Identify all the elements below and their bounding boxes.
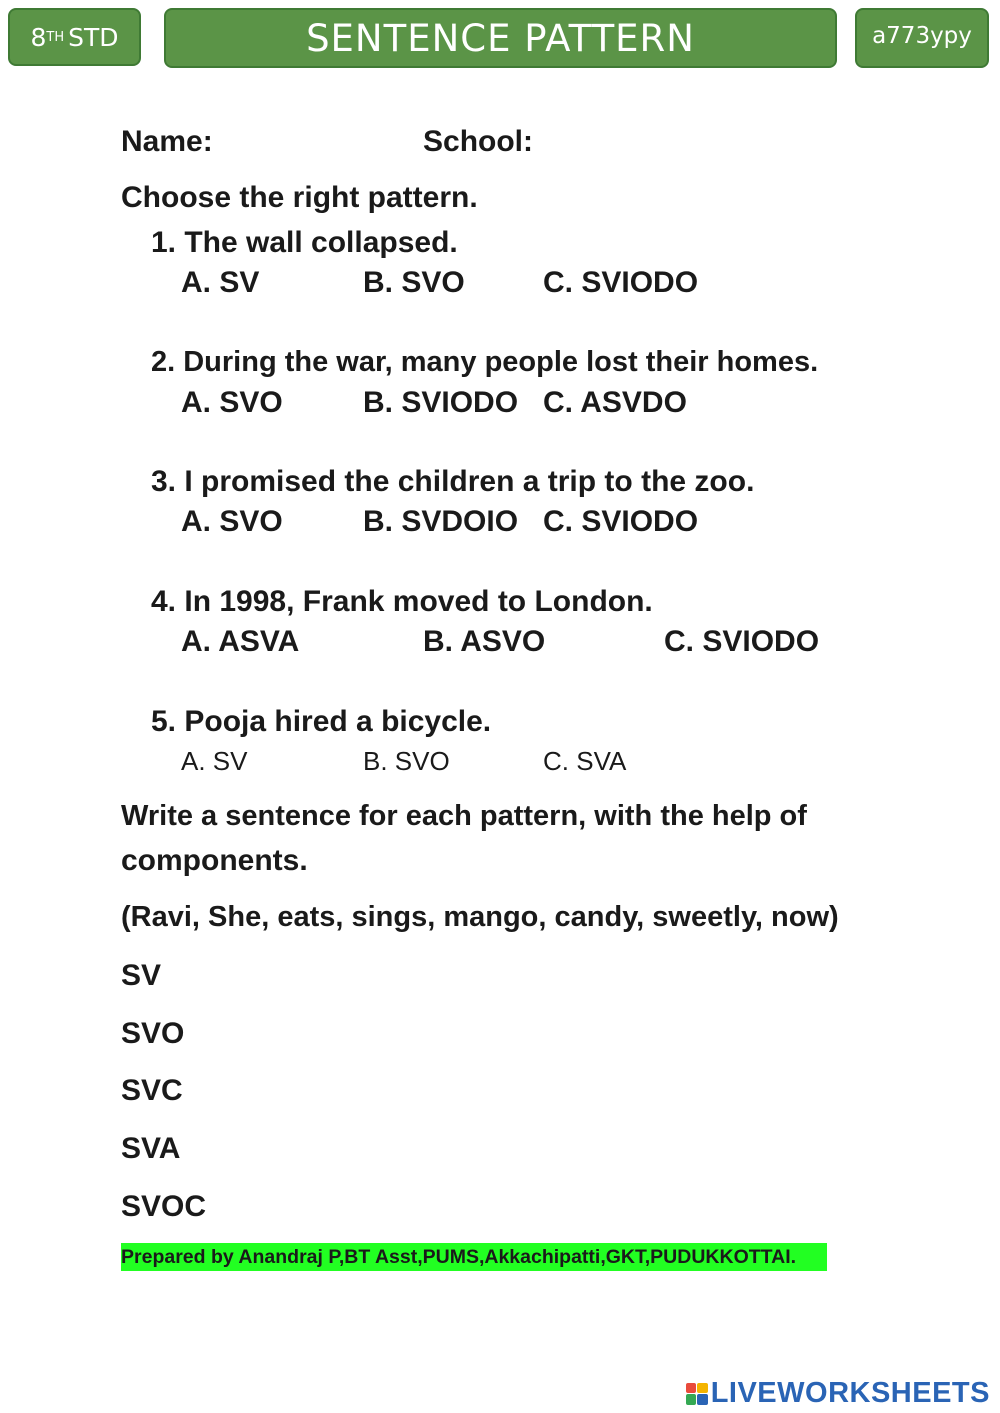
grade-label: STD [68, 22, 119, 52]
pattern-svoc: SVOC [121, 1190, 207, 1223]
logo-square-4 [697, 1394, 708, 1405]
q2-option-c[interactable]: C. ASVDO [543, 386, 687, 419]
logo-square-1 [686, 1383, 697, 1394]
pattern-svc: SVC [121, 1074, 183, 1107]
worksheet-code: a773ypy [855, 8, 989, 68]
q2-option-a[interactable]: A. SVO [181, 386, 283, 419]
q1-option-b[interactable]: B. SVO [363, 266, 465, 299]
credit-note: Prepared by Anandraj P,BT Asst,PUMS,Akkachipatti,GKT,PUDUKKOTTAI. [121, 1243, 827, 1271]
q4-option-c[interactable]: C. SVIODO [664, 625, 820, 658]
question-5: 5. Pooja hired a bicycle. [151, 705, 492, 738]
question-3: 3. I promised the children a trip to the zoo. [151, 465, 755, 498]
q3-option-a[interactable]: A. SVO [181, 505, 283, 538]
grade-suffix: TH [46, 29, 65, 45]
logo-square-2 [697, 1383, 708, 1394]
liveworksheets-brand[interactable] [686, 1377, 990, 1410]
grade-badge [8, 8, 141, 66]
q2-option-b[interactable]: B. SVIODO [363, 386, 519, 419]
q3-option-b[interactable]: B. SVDOIO [363, 505, 519, 538]
logo-square-3 [686, 1394, 697, 1405]
liveworksheets-logo-icon [686, 1383, 708, 1405]
q5-option-a[interactable]: A. SV [181, 746, 248, 776]
question-1: 1. The wall collapsed. [151, 226, 458, 259]
school-label: School: [423, 125, 533, 158]
q4-option-b[interactable]: B. ASVO [423, 625, 546, 658]
worksheet-title: SENTENCE PATTERN [164, 8, 837, 68]
section1-instruction: Choose the right pattern. [121, 181, 478, 214]
pattern-sv: SV [121, 959, 162, 992]
q3-option-c[interactable]: C. SVIODO [543, 505, 699, 538]
pattern-sva: SVA [121, 1132, 181, 1165]
q1-option-c[interactable]: C. SVIODO [543, 266, 699, 299]
pattern-svo: SVO [121, 1017, 185, 1050]
section2-instruction-line2: components. [121, 844, 308, 877]
question-4: 4. In 1998, Frank moved to London. [151, 585, 653, 618]
section2-instruction-line1: Write a sentence for each pattern, with the help of [121, 800, 807, 832]
question-2: 2. During the war, many people lost their homes. [151, 346, 819, 378]
q5-option-b[interactable]: B. SVO [363, 746, 450, 776]
brand-name: LIVEWORKSHEETS [710, 1377, 990, 1409]
q4-option-a[interactable]: A. ASVA [181, 625, 300, 658]
q1-option-a[interactable]: A. SV [181, 266, 260, 299]
grade-number: 8 [30, 22, 47, 52]
q5-option-c[interactable]: C. SVA [543, 746, 627, 776]
name-label: Name: [121, 125, 213, 158]
components-list: (Ravi, She, eats, sings, mango, candy, sweetly, now) [121, 901, 839, 933]
